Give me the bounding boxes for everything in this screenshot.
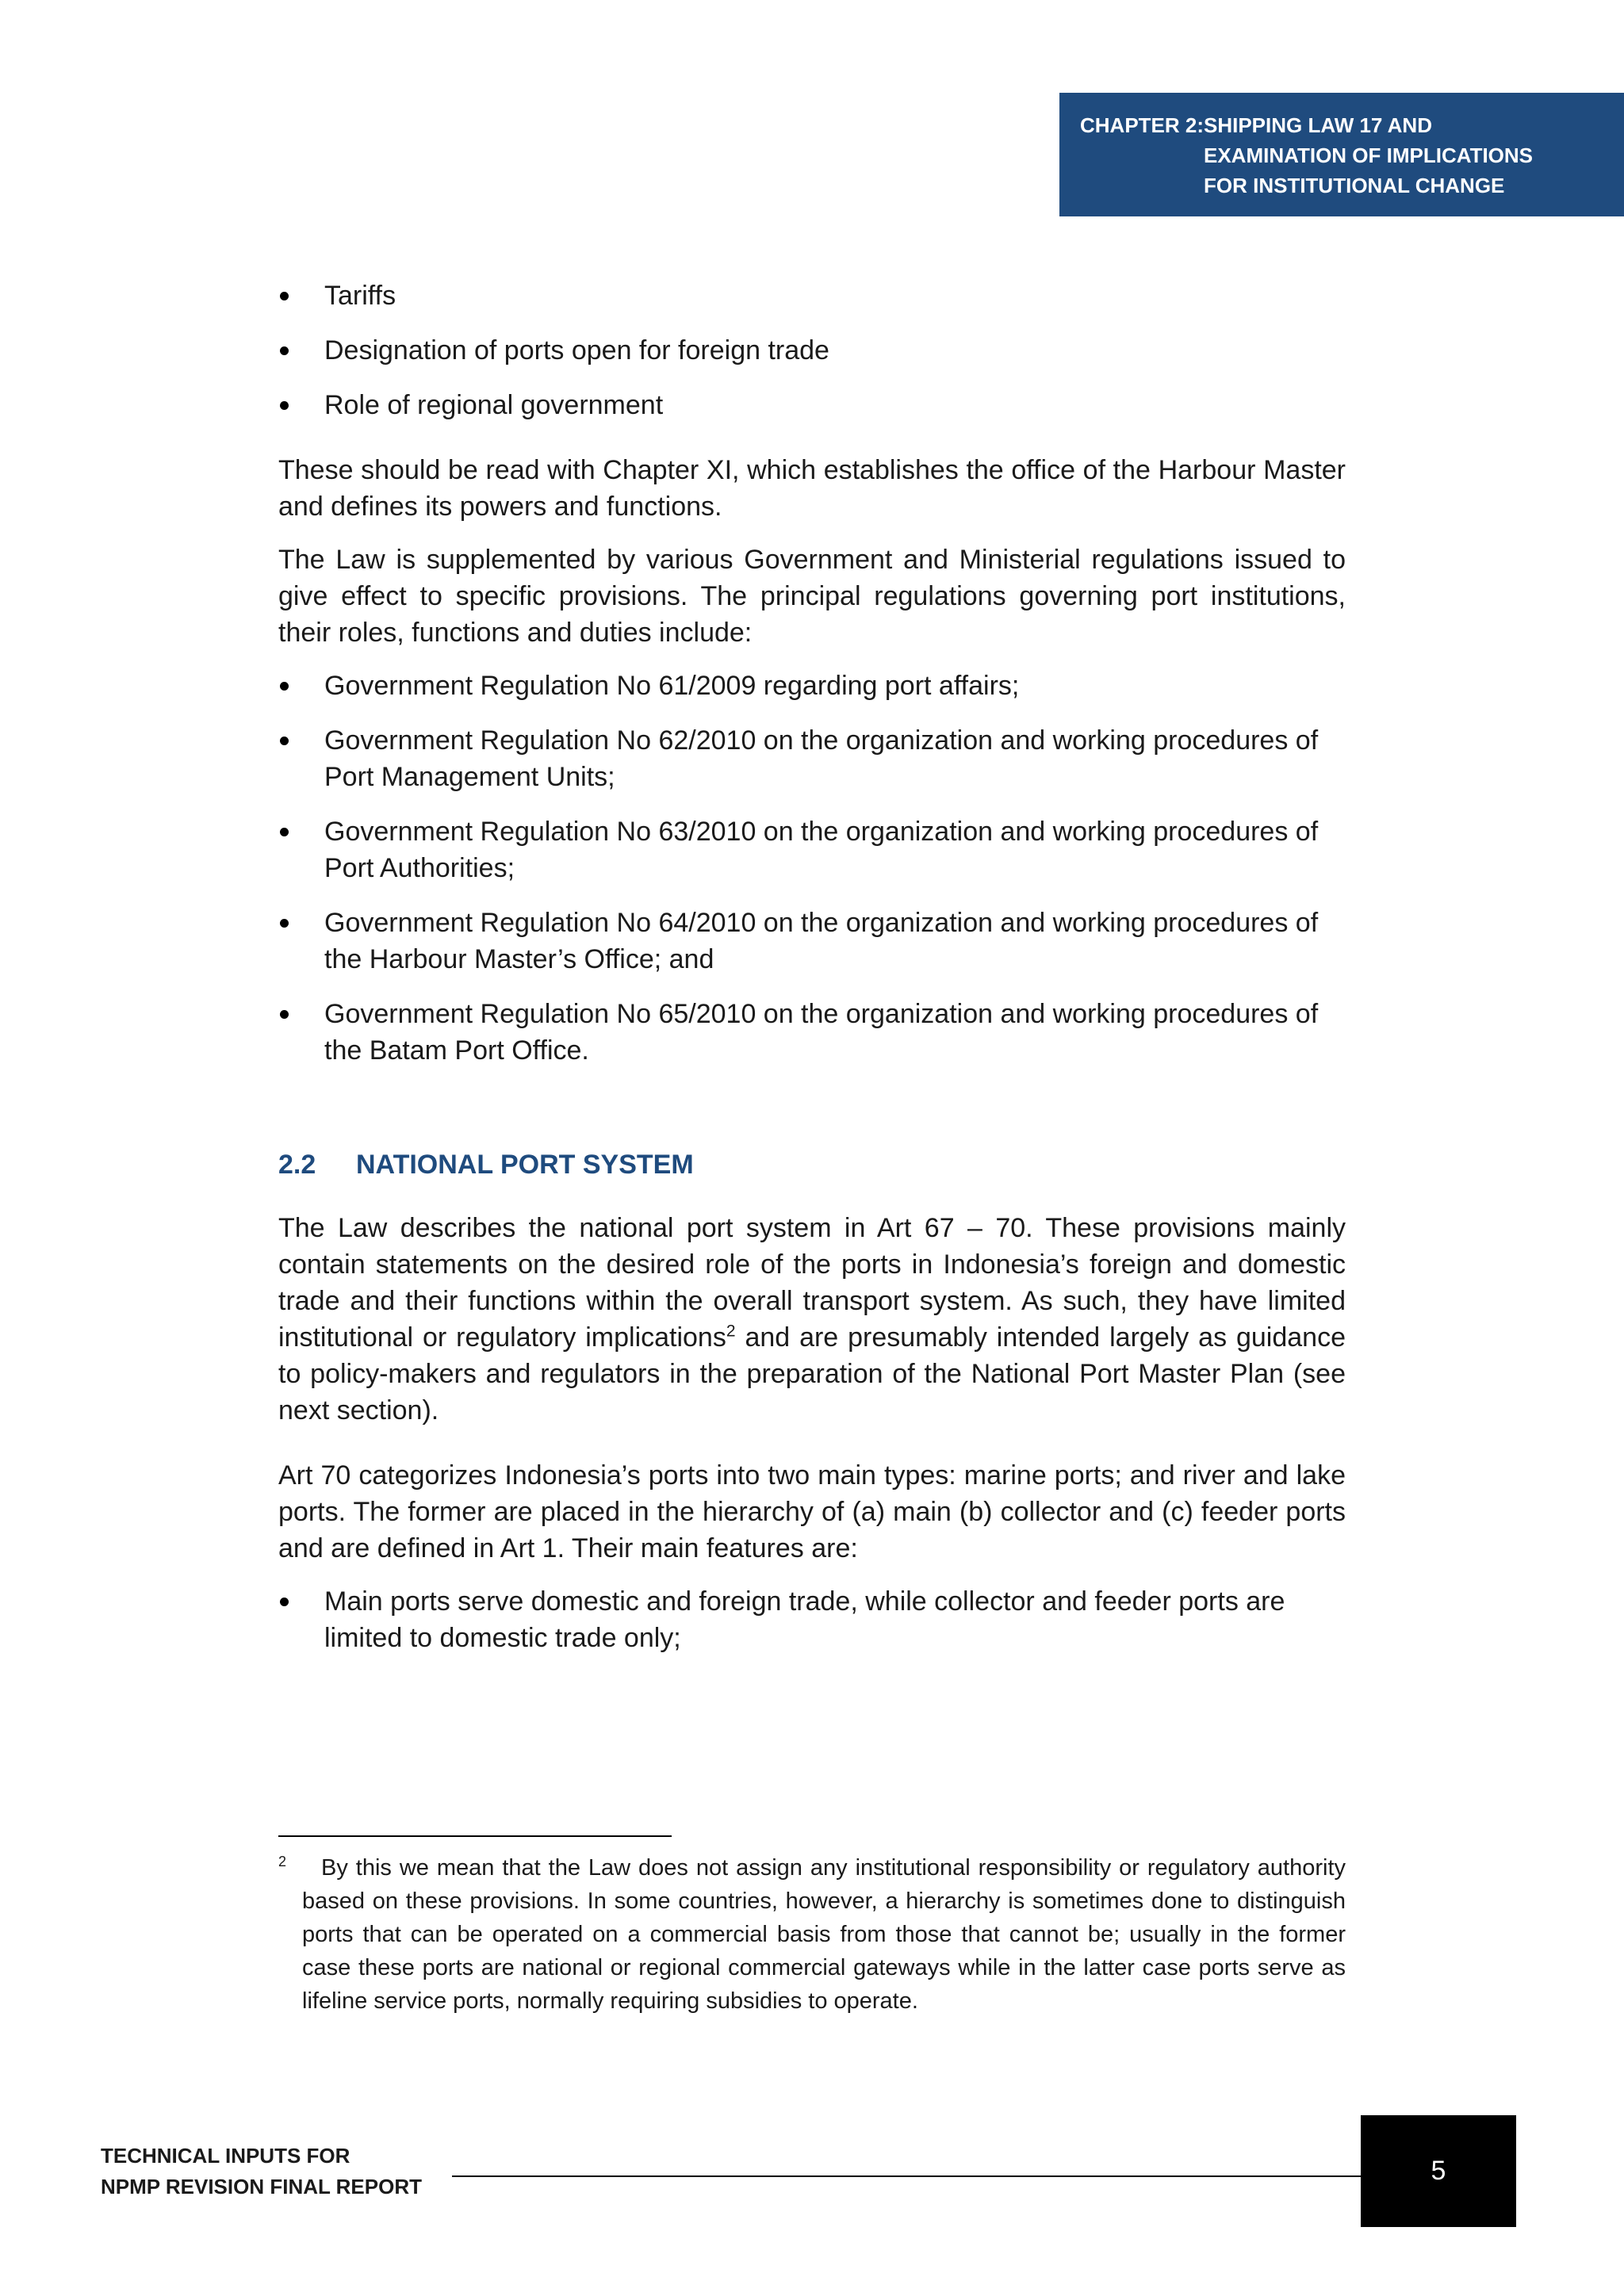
list-item: Role of regional government <box>278 387 1346 423</box>
paragraph-harbour-master: These should be read with Chapter XI, which establishes the office of the Harbour Master and defines its powers and functions. <box>278 455 1346 522</box>
paragraph-port-categories: Art 70 categorizes Indonesia’s ports into two main types: marine ports; and river and lake ports. The former are placed in the hierarchy of (a) main (b) collector and (c) feeder ports and are defined in Art 1. Their main features are: <box>278 1460 1346 1563</box>
features-list <box>278 1583 1346 1656</box>
footer-line2: NPMP REVISION FINAL REPORT <box>101 2175 422 2198</box>
list-item: Designation of ports open for foreign trade <box>278 332 1346 369</box>
list-item: Tariffs <box>278 277 1346 314</box>
page-number: 5 <box>1431 2156 1446 2186</box>
page-content <box>278 277 1346 1674</box>
list-item: Main ports serve domestic and foreign trade, while collector and feeder ports are limited to domestic trade only; <box>278 1583 1346 1656</box>
footnote <box>278 1851 1346 2018</box>
chapter-title-line1: SHIPPING LAW 17 AND <box>1204 113 1432 137</box>
paragraph-text: The Law describes the national port system in Art 67 – 70. These provisions mainly contain statements on the desired role of the ports in Indonesia’s foreign and domestic trade and their functions within the overall transport system. As such, they have limited institutional or regulatory implications <box>278 1213 1346 1353</box>
section-heading <box>278 1146 1346 1183</box>
chapter-header <box>1059 93 1624 216</box>
list-item: Government Regulation No 64/2010 on the organization and working procedures of the Harbour Master’s Office; and <box>278 905 1346 978</box>
footnote-divider <box>278 1835 672 1837</box>
list-item: Government Regulation No 63/2010 on the organization and working procedures of Port Authorities; <box>278 813 1346 886</box>
paragraph-national-port-system <box>278 1210 1346 1429</box>
list-item: Government Regulation No 65/2010 on the organization and working procedures of the Batam Port Office. <box>278 996 1346 1069</box>
list-item: Government Regulation No 61/2009 regarding port affairs; <box>278 668 1346 704</box>
paragraph-regulations-intro: The Law is supplemented by various Government and Ministerial regulations issued to give effect to specific provisions. The principal regulations governing port institutions, their roles, functions and duties include: <box>278 545 1346 648</box>
chapter-prefix: CHAPTER 2: <box>1080 113 1205 137</box>
section-title: NATIONAL PORT SYSTEM <box>356 1150 694 1180</box>
regulations-list <box>278 668 1346 1069</box>
section-number: 2.2 <box>278 1150 316 1180</box>
footer-report-title <box>101 2141 422 2202</box>
chapter-title-line2: EXAMINATION OF IMPLICATIONS <box>1204 144 1534 167</box>
footnote-text: By this we mean that the Law does not assign any institutional responsibility or regulatory authority based on these provisions. In some countries, however, a hierarchy is sometimes done to distinguish ports that can be operated on a commercial basis from those that cannot be; usually in the former case these ports are national or regional commercial gateways while in the latter case ports serve as lifeline service ports, normally requiring subsidies to operate. <box>302 1855 1346 2014</box>
top-bullet-list <box>278 277 1346 423</box>
footer-divider <box>452 2175 1364 2177</box>
list-item: Government Regulation No 62/2010 on the organization and working procedures of Port Management Units; <box>278 722 1346 795</box>
chapter-title-line3: FOR INSTITUTIONAL CHANGE <box>1204 174 1505 197</box>
footnote-reference[interactable]: 2 <box>726 1322 736 1341</box>
footnote-mark: 2 <box>278 1854 287 1870</box>
paragraph-text: and are presumably intended largely as guidance to policy-makers and regulators in the preparation of the National Port Master Plan (see next section). <box>278 1322 1346 1425</box>
footer-line1: TECHNICAL INPUTS FOR <box>101 2144 350 2168</box>
page-number-box <box>1361 2115 1516 2227</box>
